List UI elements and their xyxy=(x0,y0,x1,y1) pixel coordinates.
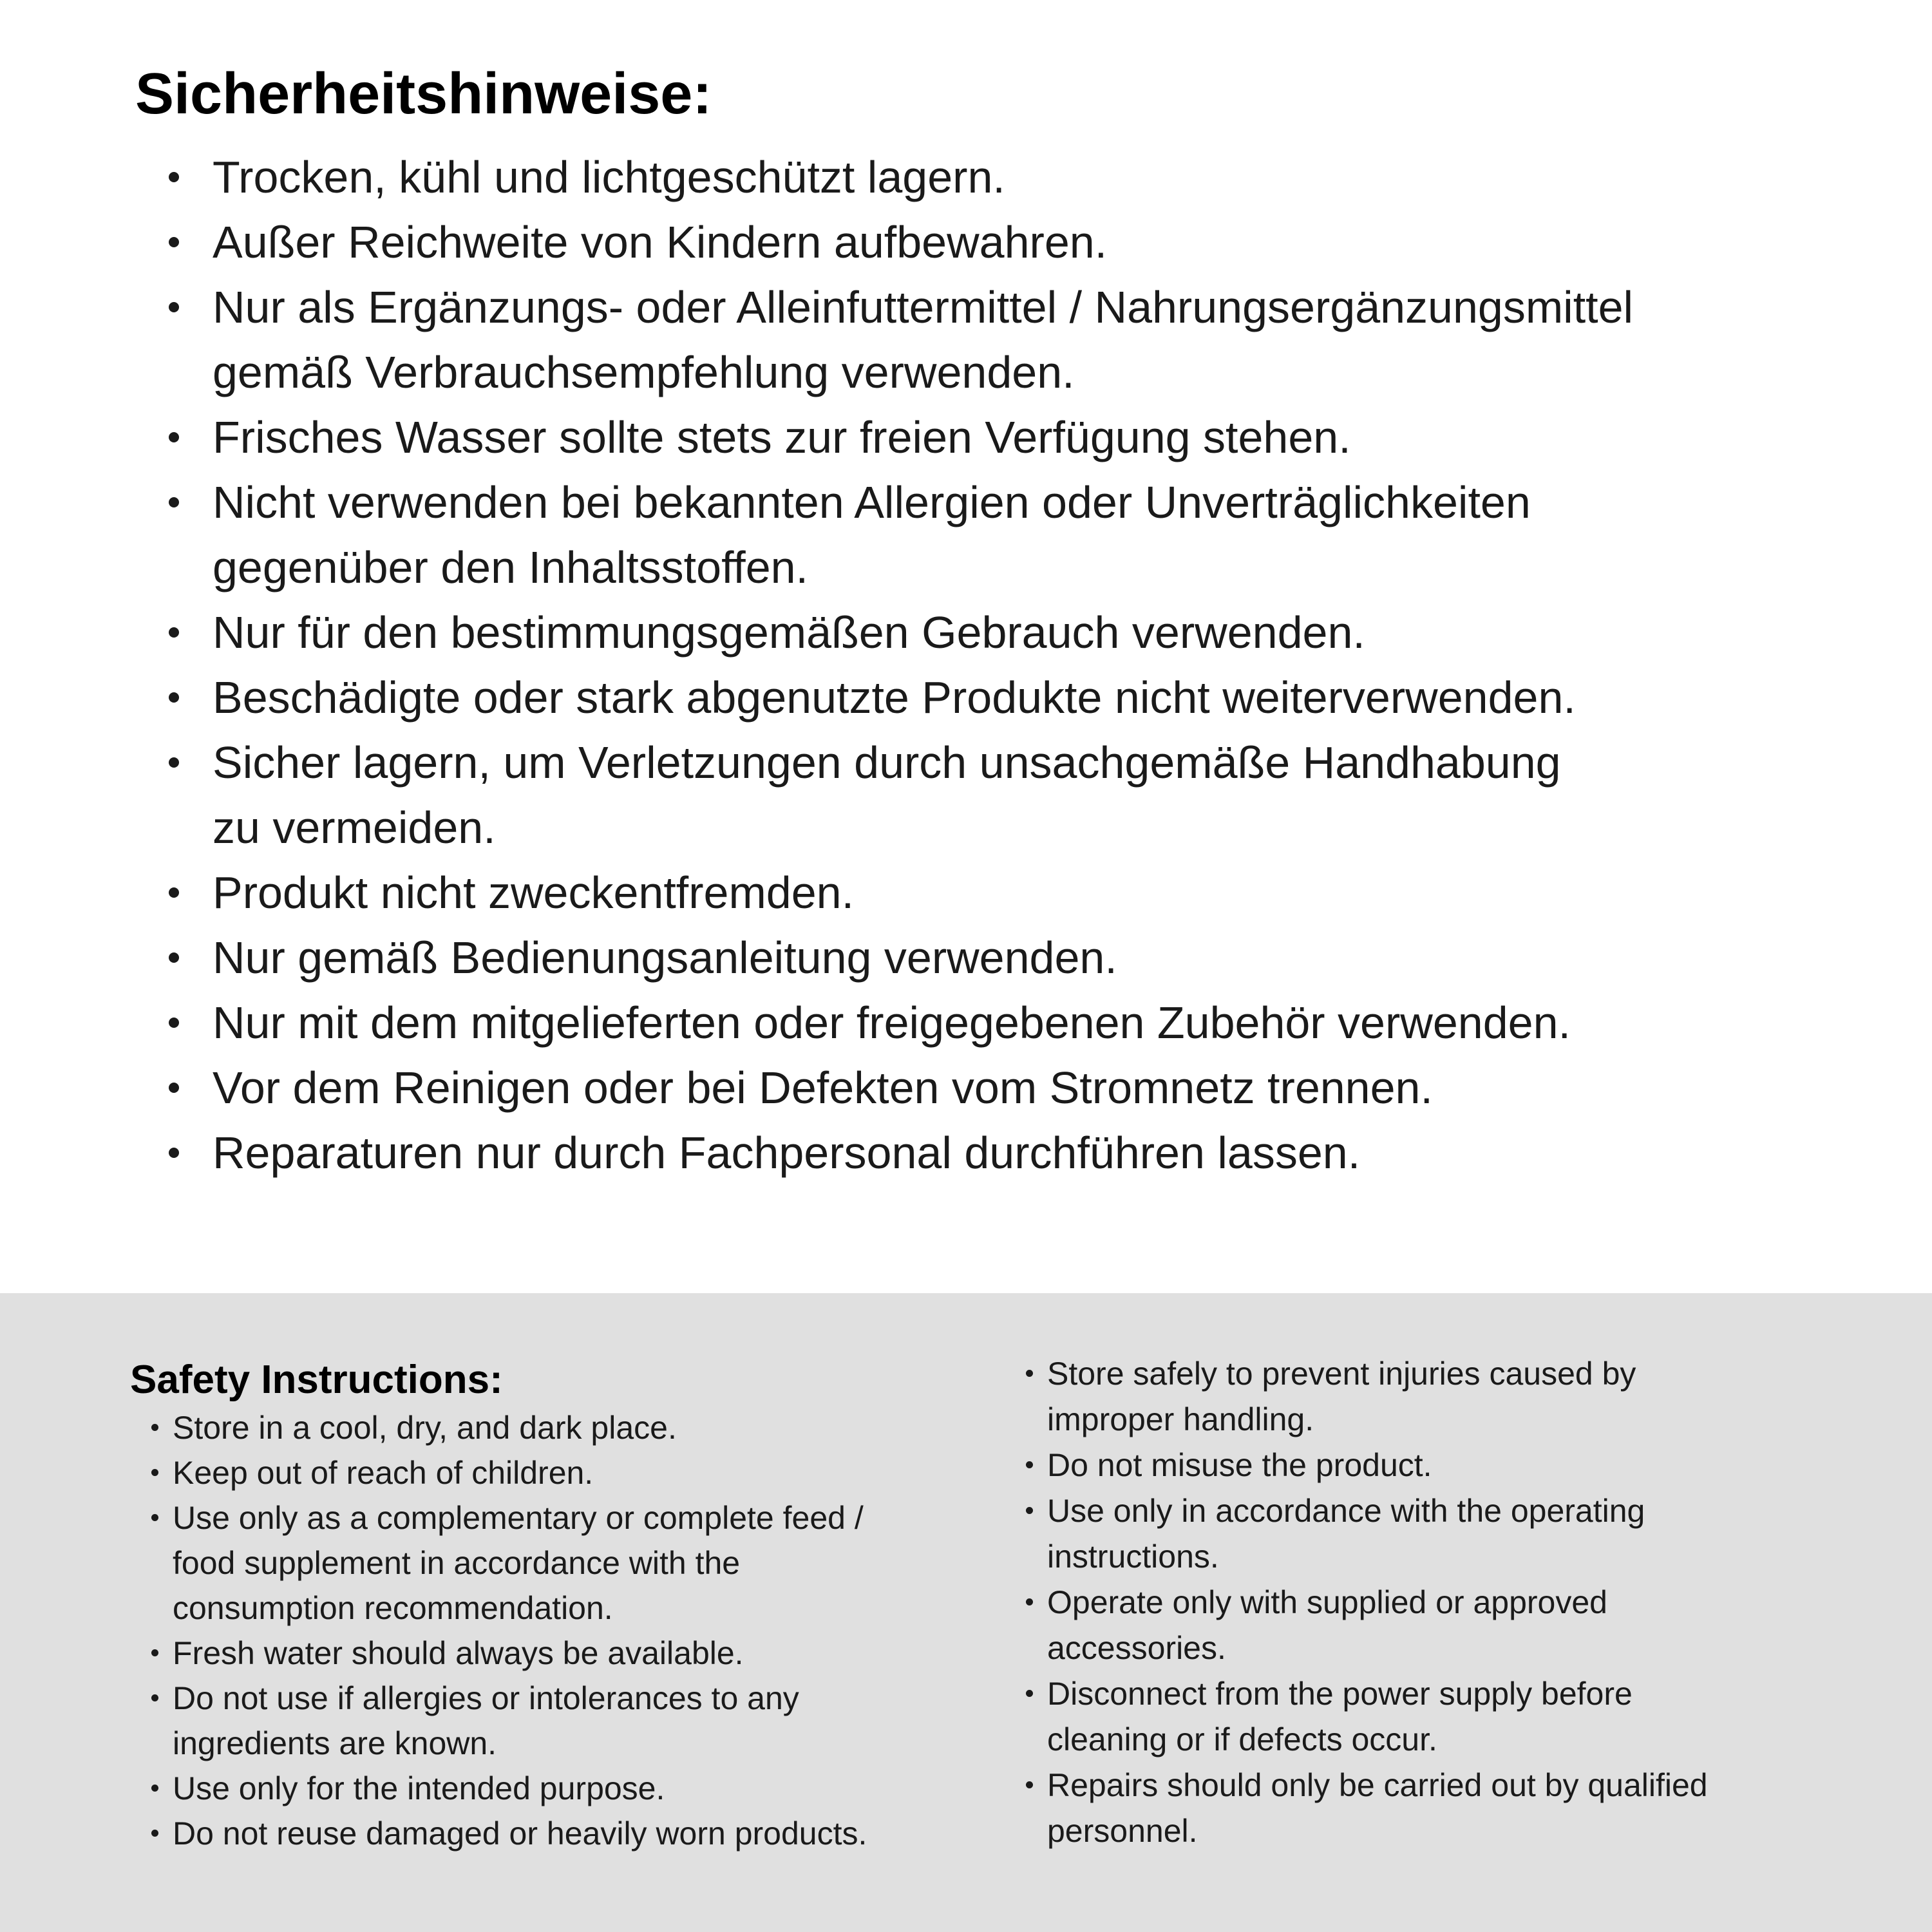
list-item-line: improper handling. xyxy=(1047,1401,1314,1437)
list-item xyxy=(165,925,1932,990)
german-safety-list xyxy=(165,145,1932,1186)
list-item xyxy=(165,860,1932,925)
list-item-line: Store in a cool, dry, and dark place. xyxy=(173,1410,677,1446)
list-item xyxy=(165,405,1932,470)
list-item xyxy=(165,990,1932,1056)
list-item-line: Fresh water should always be available. xyxy=(173,1635,744,1671)
list-item-line: Keep out of reach of children. xyxy=(173,1455,594,1491)
list-item-line: food supplement in accordance with the xyxy=(173,1545,741,1581)
list-item-line: Frisches Wasser sollte stets zur freien Verfügung stehen. xyxy=(213,412,1351,462)
list-item-line: gemäß Verbrauchsempfehlung verwenden. xyxy=(213,347,1075,397)
list-item-line: Do not reuse damaged or heavily worn products. xyxy=(173,1815,867,1852)
list-item xyxy=(165,1121,1932,1186)
list-item-line: Nur mit dem mitgelieferten oder freigegebenen Zubehör verwenden. xyxy=(213,998,1571,1048)
list-item-line: Operate only with supplied or approved xyxy=(1047,1584,1607,1620)
list-item-line: personnel. xyxy=(1047,1813,1198,1849)
list-item xyxy=(165,665,1932,730)
list-item xyxy=(165,470,1932,600)
list-item xyxy=(165,145,1932,210)
list-item-line: ingredients are known. xyxy=(173,1725,497,1761)
list-item-line: Use only as a complementary or complete feed / xyxy=(173,1500,864,1536)
list-item xyxy=(150,1405,867,1450)
list-item-line: Disconnect from the power supply before xyxy=(1047,1676,1633,1712)
list-item xyxy=(150,1450,867,1495)
english-section-title: Safety Instructions: xyxy=(130,1358,503,1402)
list-item xyxy=(165,600,1932,665)
list-item xyxy=(150,1676,867,1766)
list-item-line: Nur als Ergänzungs- oder Alleinfuttermittel / Nahrungsergänzungsmittel xyxy=(213,282,1634,332)
list-item-line: cleaning or if defects occur. xyxy=(1047,1721,1437,1757)
list-item xyxy=(1025,1351,1708,1443)
list-item-line: Beschädigte oder stark abgenutzte Produkte nicht weiterverwenden. xyxy=(213,672,1576,723)
list-item-line: Store safely to prevent injuries caused by xyxy=(1047,1356,1636,1392)
english-safety-list-right-column xyxy=(1025,1351,1708,1854)
list-item-line: Use only for the intended purpose. xyxy=(173,1770,665,1806)
english-safety-panel xyxy=(0,1293,1932,1932)
list-item xyxy=(150,1631,867,1676)
list-item-line: gegenüber den Inhaltsstoffen. xyxy=(213,542,809,592)
english-safety-list-left-column xyxy=(150,1405,867,1856)
list-item-line: Nur für den bestimmungsgemäßen Gebrauch verwenden. xyxy=(213,607,1365,658)
list-item-line: Nur gemäß Bedienungsanleitung verwenden. xyxy=(213,933,1117,983)
list-item-line: Reparaturen nur durch Fachpersonal durchführen lassen. xyxy=(213,1128,1361,1178)
list-item xyxy=(1025,1443,1708,1488)
list-item xyxy=(1025,1763,1708,1854)
list-item xyxy=(165,730,1932,860)
list-item-line: Do not misuse the product. xyxy=(1047,1447,1432,1483)
german-section-title: Sicherheitshinweise: xyxy=(135,62,712,126)
list-item xyxy=(150,1811,867,1856)
list-item-line: zu vermeiden. xyxy=(213,802,496,853)
list-item xyxy=(165,1056,1932,1121)
list-item xyxy=(150,1766,867,1811)
list-item xyxy=(1025,1580,1708,1671)
list-item-line: Produkt nicht zweckentfremden. xyxy=(213,867,855,918)
list-item xyxy=(1025,1671,1708,1763)
list-item-line: accessories. xyxy=(1047,1630,1226,1666)
list-item xyxy=(165,210,1932,275)
list-item xyxy=(1025,1488,1708,1580)
list-item-line: Do not use if allergies or intolerances to any xyxy=(173,1680,799,1716)
list-item xyxy=(165,275,1932,405)
list-item-line: instructions. xyxy=(1047,1539,1219,1575)
list-item-line: consumption recommendation. xyxy=(173,1590,613,1626)
list-item-line: Repairs should only be carried out by qualified xyxy=(1047,1767,1708,1803)
list-item-line: Sicher lagern, um Verletzungen durch unsachgemäße Handhabung xyxy=(213,737,1561,788)
list-item-line: Trocken, kühl und lichtgeschützt lagern. xyxy=(213,152,1005,202)
list-item-line: Außer Reichweite von Kindern aufbewahren. xyxy=(213,217,1108,267)
list-item-line: Vor dem Reinigen oder bei Defekten vom Stromnetz trennen. xyxy=(213,1063,1433,1113)
list-item-line: Nicht verwenden bei bekannten Allergien oder Unverträglichkeiten xyxy=(213,477,1531,527)
list-item-line: Use only in accordance with the operating xyxy=(1047,1493,1645,1529)
list-item xyxy=(150,1495,867,1631)
